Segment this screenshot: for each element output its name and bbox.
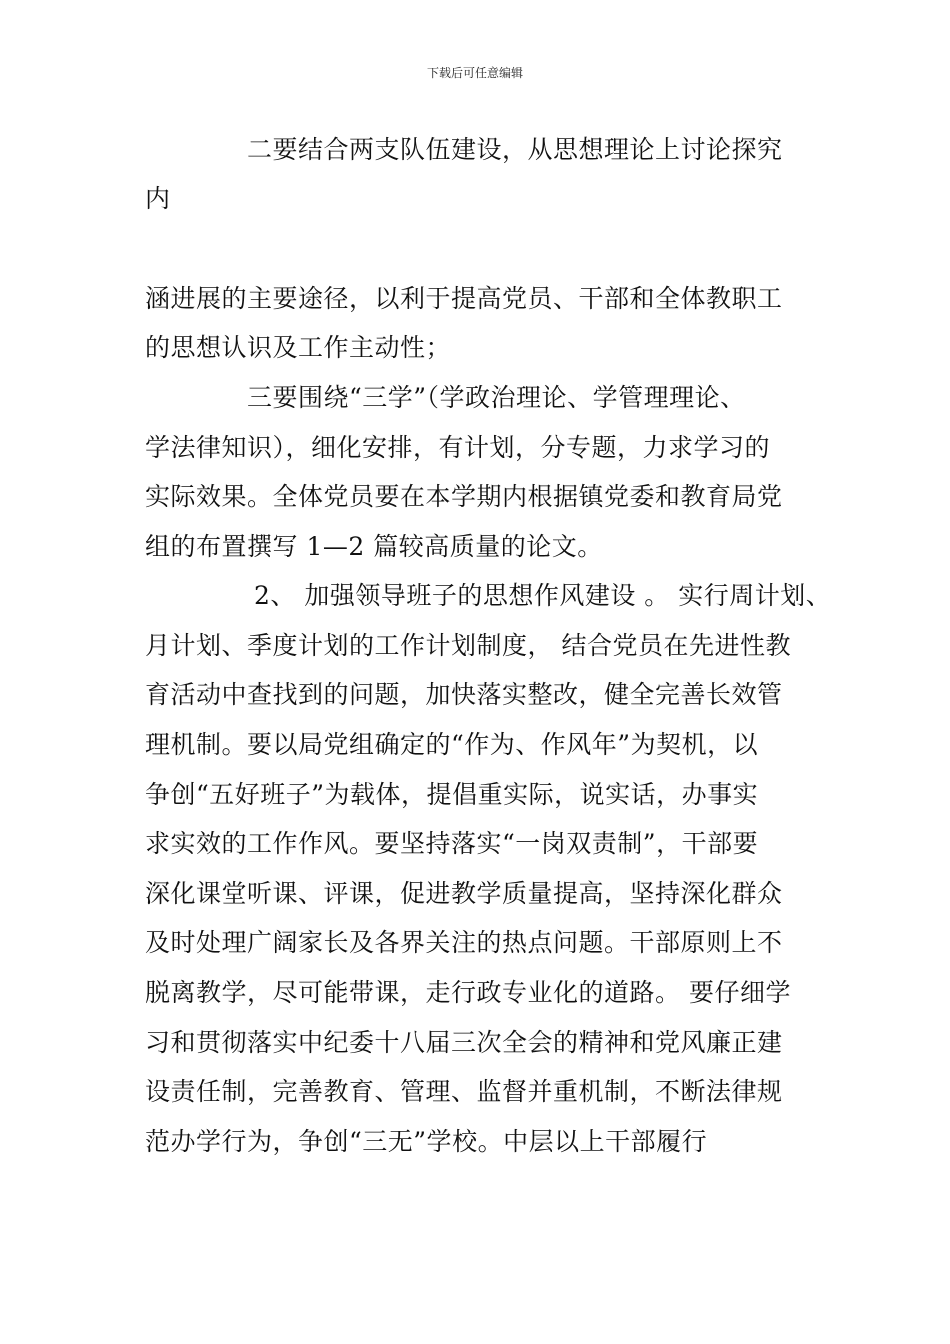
body-line: 2、 加强领导班子的思想作风建设 。 实行周计划、	[254, 581, 832, 610]
body-line: 设责任制，完善教育、管理、监督并重机制，不断法律规	[145, 1077, 783, 1106]
body-line: 实际效果。全体党员要在本学期内根据镇党委和教育局党	[145, 482, 783, 511]
body-line: 学法律知识），细化安排，有计划，分专题，力求学习的	[145, 433, 771, 462]
body-line: 脱离教学，尽可能带课，走行政专业化的道路。 要仔细学	[145, 978, 791, 1007]
body-line: 内	[145, 184, 171, 213]
body-line: 月计划、季度计划的工作计划制度， 结合党员在先进性教	[145, 631, 791, 660]
body-line: 深化课堂听课、评课，促进教学质量提高，坚持深化群众	[145, 879, 783, 908]
body-line: 范办学行为，争创“三无”学校。中层以上干部履行	[145, 1127, 708, 1156]
body-line: 及时处理广阔家长及各界关注的热点问题。干部原则上不	[145, 928, 783, 957]
body-line: 育活动中查找到的问题，加快落实整改，健全完善长效管	[145, 680, 783, 709]
body-line: 涵进展的主要途径，以利于提高党员、干部和全体教职工	[145, 284, 783, 313]
body-line: 组的布置撰写 1—2 篇较高质量的论文。	[145, 532, 603, 561]
body-line: 二要结合两支队伍建设，从思想理论上讨论探究	[247, 135, 783, 164]
body-line: 求实效的工作作风。要坚持落实“一岗双责制”，干部要	[145, 829, 759, 858]
body-line: 三要围绕“三学”（学政治理论、学管理理论、	[247, 383, 746, 412]
body-line: 争创“五好班子”为载体，提倡重实际，说实话，办事实	[145, 780, 759, 809]
body-line: 理机制。要以局党组确定的“作为、作风年”为契机，以	[145, 730, 759, 759]
body-line: 的思想认识及工作主动性；	[145, 333, 452, 362]
body-line: 习和贯彻落实中纪委十八届三次全会的精神和党风廉正建	[145, 1028, 783, 1057]
page-header: 下载后可任意编辑	[426, 66, 523, 80]
